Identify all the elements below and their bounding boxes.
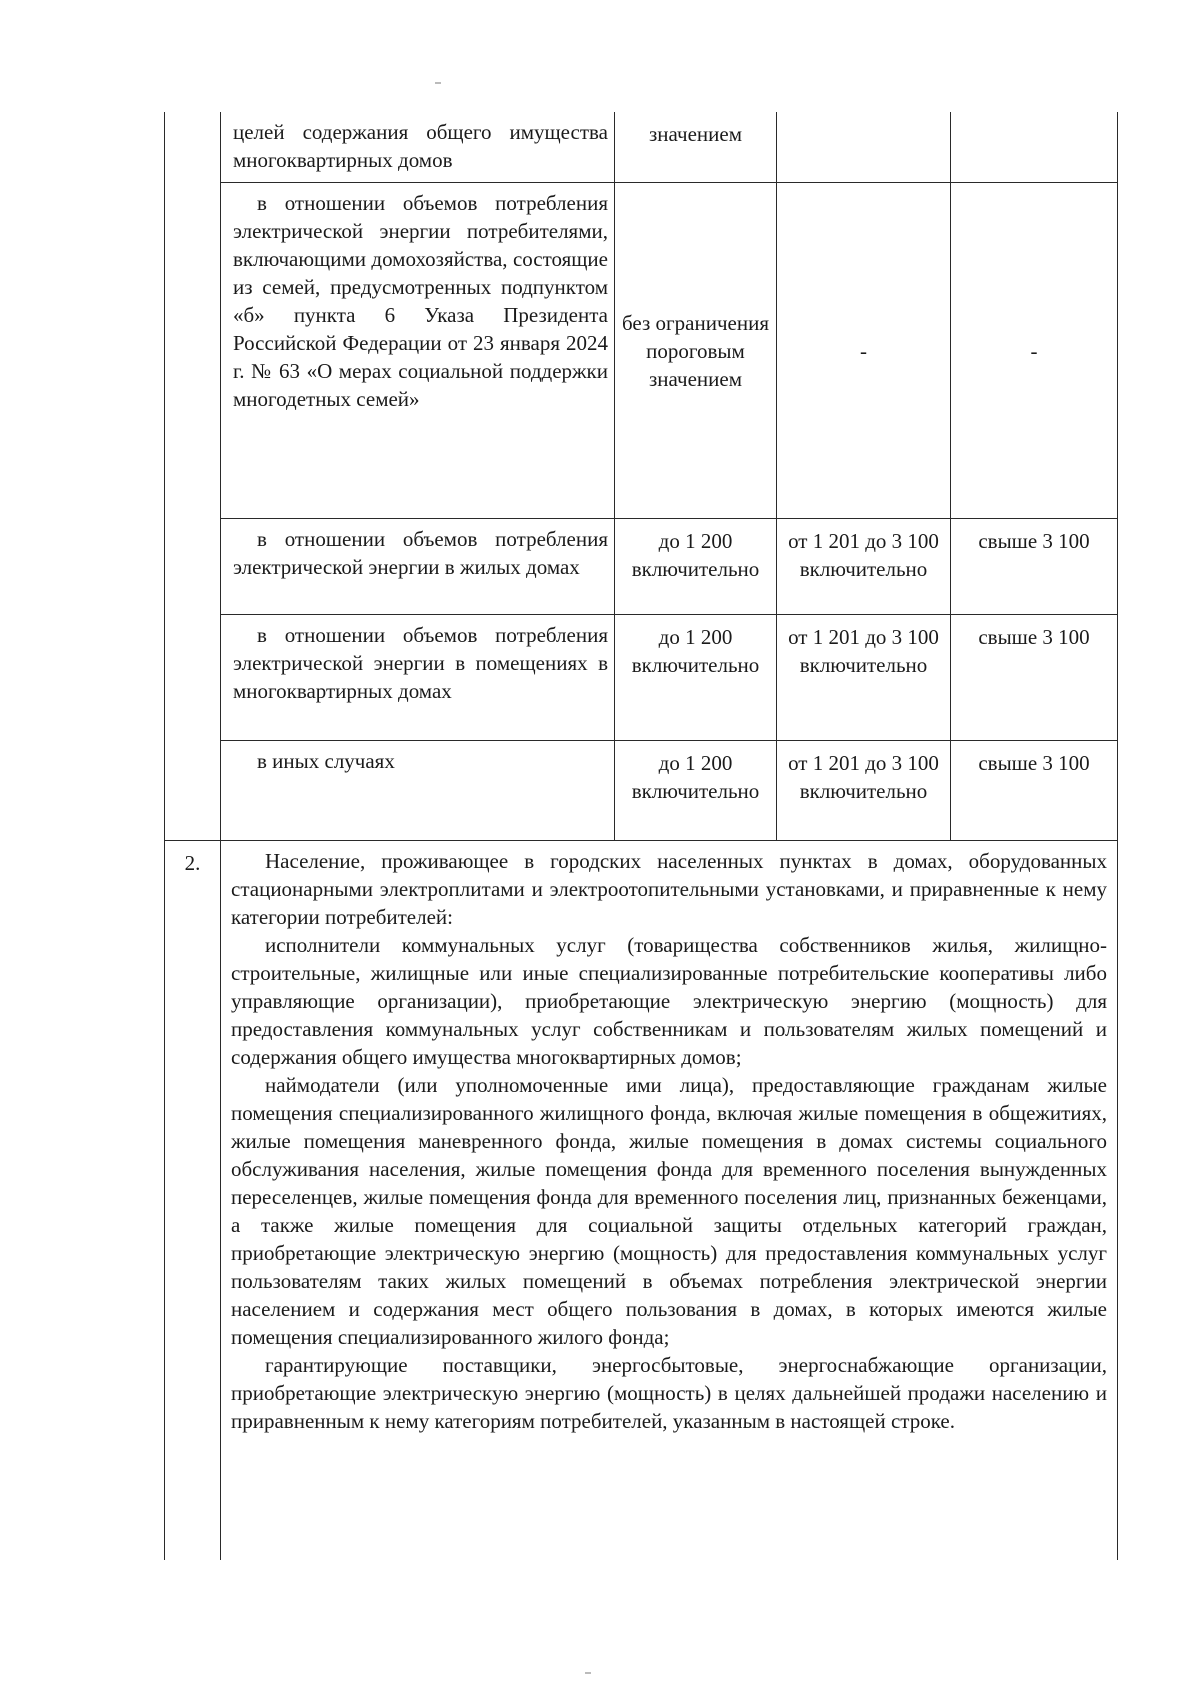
description-text: в отношении объемов потребления электрической энергии потребителями, включающими домохозяйства, состоящие из семей, предусмотренных подпунктом «б» пункта 6 Указа Президента Российской Федерации от 23 января 2024 г. № 63 «О мерах социальной поддержки многодетных семей» — [233, 190, 608, 411]
row-number: 2. — [165, 840, 221, 1560]
tariff-threshold-table — [164, 112, 1118, 1560]
row-description — [221, 740, 615, 840]
table-row — [165, 112, 1118, 182]
limit-high: - — [951, 182, 1118, 518]
description-text: в отношении объемов потребления электрической энергии в жилых домах — [233, 526, 608, 579]
paragraph: Население, проживающее в городских населенных пунктах в домах, оборудованных стационарными электроплитами и электроотопительными установками, и приравненные к нему категории потребителей: — [231, 848, 1107, 929]
limit-low: до 1 200 включительно — [615, 740, 777, 840]
row-number-cell — [165, 182, 221, 518]
limit-high — [951, 112, 1118, 182]
limit-mid: от 1 201 до 3 100 включительно — [777, 614, 951, 740]
row-number-cell — [165, 614, 221, 740]
scan-speck — [585, 1672, 591, 1674]
limit-mid: - — [777, 182, 951, 518]
paragraph: исполнители коммунальных услуг (товарищества собственников жилья, жилищно-строительные, жилищные или иные специализированные потребительские кооперативы либо управляющие организации), приобретающие электрическую энергию (мощность) для предоставления коммунальных услуг собственникам и пользователям жилых помещений и содержания общего имущества многоквартирных домов; — [231, 932, 1107, 1069]
row-description — [221, 182, 615, 518]
description-text: целей содержания общего имущества многоквартирных домов — [233, 120, 608, 172]
table-row — [165, 614, 1118, 740]
scan-speck — [435, 82, 441, 84]
row-number-cell — [165, 112, 221, 182]
limit-high: свыше 3 100 — [951, 518, 1118, 614]
limit-high: свыше 3 100 — [951, 740, 1118, 840]
row-description — [221, 614, 615, 740]
paragraph: наймодатели (или уполномоченные ими лица), предоставляющие гражданам жилые помещения специализированного жилищного фонда, включая жилые помещения в общежитиях, жилые помещения маневренного фонда, жилые помещения в домах системы социального обслуживания населения, жилые помещения фонда для временного поселения вынужденных переселенцев, жилые помещения фонда для временного поселения лиц, признанных беженцами, а также жилые помещения для социальной защиты отдельных категорий граждан, приобретающие электрическую энергию (мощность) для предоставления коммунальных услуг пользователям таких жилых помещений в объемах потребления электрической энергии населением и содержания мест общего пользования в домах, в которых имеются жилые помещения специализированного жилого фонда; — [231, 1072, 1107, 1349]
limit-mid: от 1 201 до 3 100 включительно — [777, 518, 951, 614]
section-2-text — [221, 840, 1118, 1560]
row-number-cell — [165, 518, 221, 614]
paragraph: гарантирующие поставщики, энергосбытовые, энергоснабжающие организации, приобретающие электрическую энергию (мощность) в целях дальнейшей продажи населению и приравненным к нему категориям потребителей, указанным в настоящей строке. — [231, 1352, 1107, 1433]
row-number-cell — [165, 740, 221, 840]
row-description — [221, 518, 615, 614]
table-row — [165, 840, 1118, 1560]
table-row — [165, 740, 1118, 840]
limit-mid: от 1 201 до 3 100 включительно — [777, 740, 951, 840]
limit-mid — [777, 112, 951, 182]
description-text: в иных случаях — [257, 748, 395, 773]
row-description — [221, 112, 615, 182]
table-row — [165, 518, 1118, 614]
limit-low: без ограничения пороговым значением — [615, 182, 777, 518]
limit-low: значением — [615, 112, 777, 182]
table-row — [165, 182, 1118, 518]
description-text: в отношении объемов потребления электрической энергии в помещениях в многоквартирных домах — [233, 622, 608, 703]
limit-low: до 1 200 включительно — [615, 518, 777, 614]
limit-low: до 1 200 включительно — [615, 614, 777, 740]
limit-high: свыше 3 100 — [951, 614, 1118, 740]
